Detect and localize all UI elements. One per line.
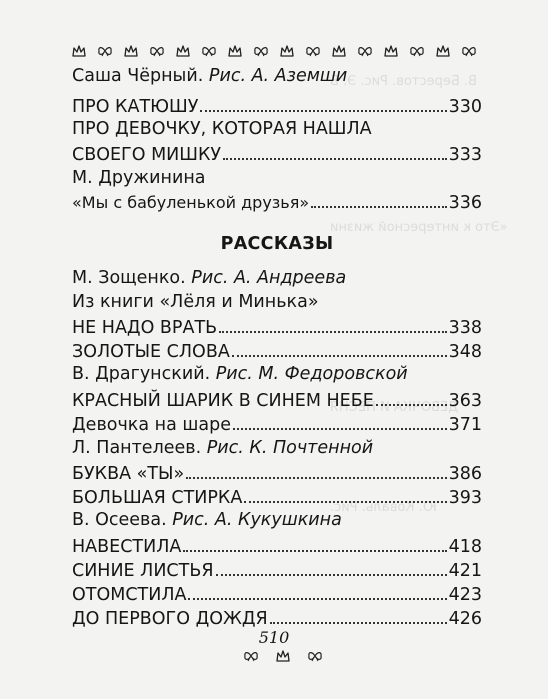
bow-icon — [253, 45, 269, 57]
dot-leader — [216, 557, 447, 576]
bow-icon — [201, 45, 217, 57]
bow-icon — [307, 650, 323, 662]
author-name: Саша Чёрный. — [72, 66, 204, 86]
dot-leader — [183, 533, 446, 552]
crown-icon — [436, 45, 450, 57]
dot-leader — [186, 460, 446, 479]
entry-title: НАВЕСТИЛА — [72, 537, 182, 557]
entry-page-number: 421 — [448, 561, 482, 581]
entry-title: НЕ НАДО ВРАТЬ — [72, 318, 218, 338]
entry-page-number: 418 — [448, 537, 482, 557]
toc-entry[interactable] — [72, 460, 482, 484]
bottom-ornament — [243, 649, 323, 663]
bleed-through: Ю. Коваль. Рис. — [330, 500, 437, 515]
bow-icon — [243, 650, 259, 662]
crown-icon — [384, 45, 398, 57]
entry-title: КРАСНЫЙ ШАРИК В СИНЕМ НЕБЕ — [72, 391, 374, 411]
bow-icon — [305, 45, 321, 57]
entry-page-number: 348 — [448, 342, 482, 362]
bow-icon — [357, 45, 373, 57]
bow-icon — [97, 45, 113, 57]
author-name: М. Зощенко. — [72, 268, 186, 288]
entry-page-number: 423 — [448, 585, 482, 605]
author-name: В. Драгунский. — [72, 364, 211, 384]
crown-icon — [124, 45, 138, 57]
toc-entry[interactable] — [72, 189, 482, 213]
toc-entry[interactable] — [72, 484, 482, 508]
crown-icon — [332, 45, 346, 57]
toc-entry[interactable] — [72, 557, 482, 581]
entry-page-number: 371 — [448, 415, 482, 435]
author-line — [72, 362, 482, 386]
entry-page-number: 363 — [448, 391, 482, 411]
entry-title: ДО ПЕРВОГО ДОЖДЯ — [72, 609, 268, 629]
toc-entry[interactable] — [72, 387, 482, 411]
entry-title: Девочка на шаре — [72, 415, 231, 435]
author-line — [72, 436, 482, 460]
entry-title: БУКВА «ТЫ» — [72, 464, 185, 484]
illustrator-credit: Рис. А. Аземши — [208, 66, 348, 86]
bow-icon — [409, 45, 425, 57]
dot-leader — [200, 93, 446, 112]
bleed-through: В. Берестов. Рис. Э. Б — [330, 74, 477, 89]
entry-title: ПРО КАТЮШУ — [72, 97, 199, 117]
dot-leader — [244, 484, 446, 503]
toc-entry[interactable] — [72, 314, 482, 338]
entry-page-number: 333 — [448, 145, 482, 165]
author-line — [72, 64, 482, 88]
crown-icon — [176, 45, 190, 57]
entry-title: СИНИЕ ЛИСТЬЯ — [72, 561, 214, 581]
bleed-through: «Это к интересной жизни — [330, 220, 508, 235]
toc-entry-title-line — [72, 117, 482, 141]
entry-page-number: 336 — [448, 193, 482, 213]
illustrator-credit: Рис. К. Почтенной — [206, 438, 374, 458]
toc-entry[interactable] — [72, 141, 482, 165]
entry-page-number: 386 — [448, 464, 482, 484]
toc-entry[interactable] — [72, 605, 482, 629]
illustrator-credit: Рис. А. Кукушкина — [172, 510, 342, 530]
author-line — [72, 266, 482, 290]
toc-entry[interactable] — [72, 93, 482, 117]
entry-page-number: 330 — [448, 97, 482, 117]
dot-leader — [232, 338, 447, 357]
crown-icon — [280, 45, 294, 57]
illustrator-credit: Рис. А. Андреева — [191, 268, 347, 288]
author-name: М. Дружинина — [72, 168, 206, 188]
bleed-through: ДЕВОЧКА И ПЕСНЯ — [330, 400, 459, 415]
entry-title: ПРО ДЕВОЧКУ, КОТОРАЯ НАШЛА — [72, 119, 372, 139]
entry-page-number: 393 — [448, 488, 482, 508]
entry-title: ОТОМСТИЛА — [72, 585, 187, 605]
toc-entry[interactable] — [72, 533, 482, 557]
dot-leader — [233, 411, 447, 430]
toc-entry[interactable] — [72, 581, 482, 605]
entry-title: «Мы с бабуленькой друзья» — [72, 193, 310, 212]
dot-leader — [219, 314, 446, 333]
entry-title: ЗОЛОТЫЕ СЛОВА — [72, 342, 230, 362]
book-subtitle — [72, 290, 482, 314]
author-line — [72, 508, 482, 532]
dot-leader — [270, 605, 447, 624]
bow-icon — [461, 45, 477, 57]
author-line — [72, 166, 482, 190]
section-heading: РАССКАЗЫ — [220, 234, 334, 254]
illustrator-credit: Рис. М. Федоровской — [215, 364, 408, 384]
dot-leader — [311, 189, 446, 208]
entry-title: БОЛЬШАЯ СТИРКА — [72, 488, 243, 508]
top-ornament-border — [72, 44, 477, 58]
dot-leader — [376, 387, 447, 406]
entry-page-number: 338 — [448, 318, 482, 338]
crown-icon — [228, 45, 242, 57]
bow-icon — [149, 45, 165, 57]
dot-leader — [188, 581, 446, 600]
author-name: В. Осеева. — [72, 510, 167, 530]
entry-page-number: 426 — [448, 609, 482, 629]
entry-title: СВОЕГО МИШКУ — [72, 145, 222, 165]
author-name: Л. Пантелеев. — [72, 438, 202, 458]
crown-icon — [72, 45, 86, 57]
entry-title: Из книги «Лёля и Минька» — [72, 292, 319, 312]
dot-leader — [223, 141, 447, 160]
toc-entry[interactable] — [72, 411, 482, 435]
page-number: 510 — [258, 628, 290, 647]
crown-icon — [276, 650, 290, 662]
toc-entry[interactable] — [72, 338, 482, 362]
